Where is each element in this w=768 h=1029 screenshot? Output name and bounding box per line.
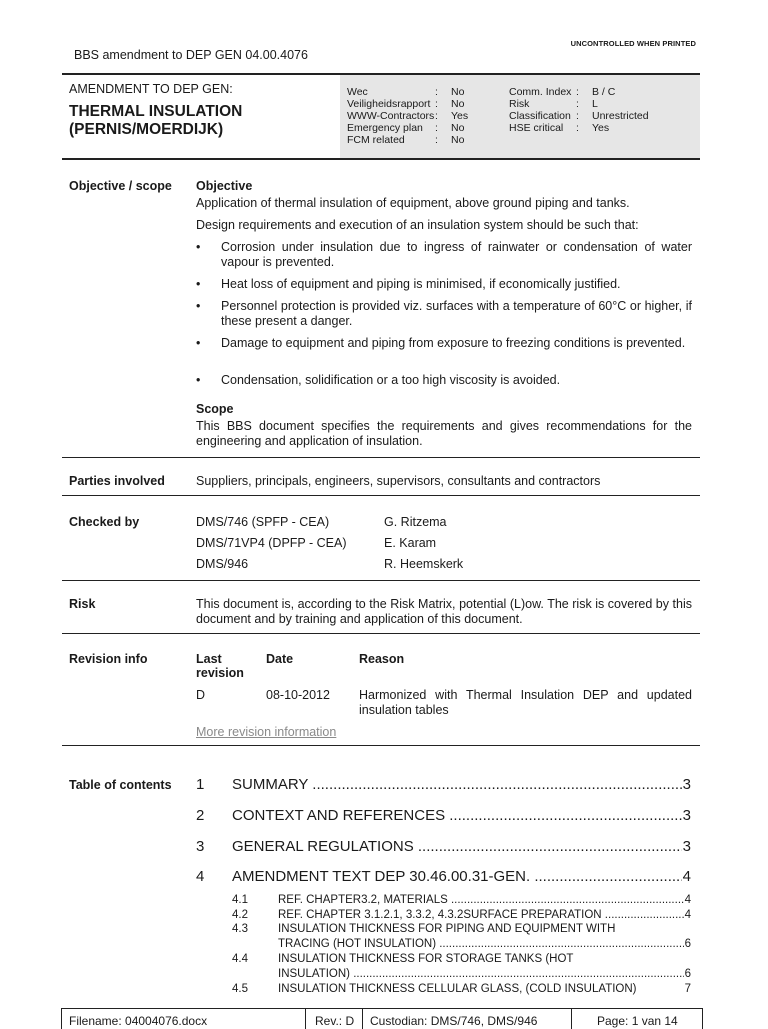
metadata-colon: : bbox=[435, 134, 438, 146]
footer-custodian: Custodian: DMS/746, DMS/946 bbox=[370, 1014, 538, 1028]
toc-subentry-page: 4 bbox=[684, 894, 691, 906]
metadata-right bbox=[509, 86, 649, 134]
toc-subentry-page: 4 bbox=[684, 909, 691, 921]
metadata-value: Unrestricted bbox=[592, 110, 649, 122]
risk-label: Risk bbox=[69, 597, 96, 611]
objective-scope-label: Objective / scope bbox=[69, 179, 172, 193]
toc-subentry-title: REF. CHAPTER3.2, MATERIALS ..... bbox=[278, 893, 691, 908]
toc-entry-title: SUMMARY ..... bbox=[232, 776, 691, 793]
bullet-glyph: • bbox=[196, 299, 201, 313]
footer-divider bbox=[362, 1009, 363, 1029]
metadata-key: Veiligheidsrapport bbox=[347, 98, 431, 110]
toc-subentry-title-cont: TRACING (HOT INSULATION) ..... bbox=[278, 937, 691, 952]
toc-entry-page: 3 bbox=[682, 838, 691, 855]
uncontrolled-notice: UNCONTROLLED WHEN PRINTED bbox=[570, 39, 696, 48]
metadata-row bbox=[347, 98, 468, 110]
checker-name: E. Karam bbox=[384, 536, 437, 550]
metadata-key: Emergency plan bbox=[347, 122, 423, 134]
metadata-value: No bbox=[451, 134, 465, 146]
bullet-text: Condensation, solidification or a too high viscosity is avoided. bbox=[221, 373, 561, 387]
metadata-value: B / C bbox=[592, 86, 616, 98]
toc-entry-title: GENERAL REGULATIONS ..... bbox=[232, 838, 691, 855]
section-divider bbox=[62, 580, 700, 581]
revision-info-label: Revision info bbox=[69, 652, 148, 666]
toc-subentry[interactable] bbox=[232, 922, 691, 952]
toc-subentry-title: INSULATION THICKNESS FOR STORAGE TANKS (HOT bbox=[278, 953, 574, 965]
metadata-colon: : bbox=[435, 122, 438, 134]
toc-entry[interactable] bbox=[196, 776, 691, 796]
toc-subentry-title: INSULATION THICKNESS FOR PIPING AND EQUIPMENT WITH bbox=[278, 923, 616, 935]
metadata-row bbox=[347, 110, 468, 122]
toc-subentry-number: 4.2 bbox=[232, 909, 248, 921]
revision-col-reason: Reason bbox=[359, 652, 405, 666]
toc-label: Table of contents bbox=[69, 778, 172, 792]
checker-code: DMS/746 (SPFP - CEA) bbox=[196, 515, 330, 529]
objective-heading: Objective bbox=[196, 179, 253, 193]
metadata-colon: : bbox=[576, 86, 579, 98]
revision-last-value: D bbox=[196, 688, 206, 702]
parties-label: Parties involved bbox=[69, 474, 165, 488]
metadata-key: Classification bbox=[509, 110, 571, 122]
footer-divider bbox=[571, 1009, 572, 1029]
footer-revision: Rev.: D bbox=[315, 1014, 355, 1028]
toc-entry-number: 1 bbox=[196, 776, 205, 793]
toc-entry-page: 4 bbox=[682, 868, 691, 885]
bullet-glyph: • bbox=[196, 240, 201, 254]
toc-entry-number: 2 bbox=[196, 807, 205, 824]
metadata-key: Risk bbox=[509, 98, 530, 110]
toc-entry-number: 4 bbox=[196, 868, 205, 885]
toc-entry-page: 3 bbox=[682, 776, 691, 793]
bullet-text: Heat loss of equipment and piping is minimised, if economically justified. bbox=[221, 277, 621, 291]
metadata-row bbox=[509, 86, 649, 98]
metadata-left bbox=[347, 86, 468, 146]
document-title bbox=[69, 103, 242, 139]
metadata-key: WWW-Contractors bbox=[347, 110, 435, 122]
metadata-value: No bbox=[451, 86, 465, 98]
risk-text: This document is, according to the Risk Matrix, potential (L)ow. The risk is covered by this document and by training and application of this document. bbox=[196, 597, 692, 626]
toc-entry-title: CONTEXT AND REFERENCES ..... bbox=[232, 807, 691, 824]
bullet-item bbox=[196, 240, 692, 270]
bullet-item bbox=[196, 299, 692, 329]
bullet-glyph: • bbox=[196, 373, 201, 387]
toc-subentry-title-cont: INSULATION) ..... bbox=[278, 967, 691, 982]
scope-heading: Scope bbox=[196, 402, 234, 416]
metadata-key: Wec bbox=[347, 86, 368, 98]
objective-intro-1: Application of thermal insulation of equipment, above ground piping and tanks. bbox=[196, 196, 630, 210]
metadata-colon: : bbox=[435, 98, 438, 110]
amendment-reference: BBS amendment to DEP GEN 04.00.4076 bbox=[74, 48, 308, 62]
bullet-glyph: • bbox=[196, 336, 201, 350]
metadata-value: L bbox=[592, 98, 598, 110]
checker-code: DMS/946 bbox=[196, 557, 249, 571]
toc-subentry-title: REF. CHAPTER 3.1.2.1, 3.3.2, 4.3.2SURFACE PREPARATION ..... bbox=[278, 908, 691, 923]
bullet-item bbox=[196, 336, 692, 366]
bullet-text: Personnel protection is provided viz. surfaces with a temperature of 60°C or higher, if these present a danger. bbox=[221, 299, 692, 328]
bullet-text: Corrosion under insulation due to ingress of rainwater or condensation of water vapour is prevented. bbox=[221, 240, 692, 269]
bullet-text: Damage to equipment and piping from exposure to freezing conditions is prevented. bbox=[221, 336, 686, 350]
parties-text: Suppliers, principals, engineers, supervisors, consultants and contractors bbox=[196, 474, 601, 488]
toc-subentry[interactable] bbox=[232, 982, 691, 997]
amendment-subtitle: AMENDMENT TO DEP GEN: bbox=[69, 82, 233, 96]
toc-subentry-number: 4.3 bbox=[232, 923, 248, 935]
revision-col-last: Last revision bbox=[196, 652, 244, 680]
toc-entry-page: 3 bbox=[682, 807, 691, 824]
metadata-key: Comm. Index bbox=[509, 86, 572, 98]
toc-subentry[interactable] bbox=[232, 908, 691, 923]
metadata-value: No bbox=[451, 98, 465, 110]
toc-subentry-number: 4.1 bbox=[232, 894, 248, 906]
metadata-key: HSE critical bbox=[509, 122, 564, 134]
toc-entry[interactable] bbox=[196, 868, 691, 888]
metadata-value: Yes bbox=[592, 122, 610, 134]
footer-filename: Filename: 04004076.docx bbox=[69, 1014, 208, 1028]
more-revision-link[interactable]: More revision information bbox=[196, 725, 337, 739]
section-divider bbox=[62, 495, 700, 496]
toc-subentry-page: 6 bbox=[684, 968, 691, 980]
revision-col-date: Date bbox=[266, 652, 294, 666]
page-footer bbox=[61, 1008, 703, 1029]
revision-reason-value: Harmonized with Thermal Insulation DEP and updated insulation tables bbox=[359, 688, 692, 717]
objective-intro-2: Design requirements and execution of an insulation system should be such that: bbox=[196, 218, 639, 232]
metadata-key: FCM related bbox=[347, 134, 405, 146]
toc-subentry[interactable] bbox=[232, 952, 691, 982]
metadata-value: No bbox=[451, 122, 465, 134]
toc-subentry-page: 7 bbox=[684, 983, 691, 995]
revision-date-value: 08-10-2012 bbox=[266, 688, 330, 702]
toc-subentry-title: INSULATION THICKNESS CELLULAR GLASS, (COLD INSULATION) bbox=[278, 983, 637, 995]
toc-subentry-page: 6 bbox=[684, 938, 691, 950]
bullet-glyph: • bbox=[196, 277, 201, 291]
section-divider bbox=[62, 633, 700, 634]
checker-name: G. Ritzema bbox=[384, 515, 447, 529]
metadata-row bbox=[509, 98, 649, 110]
metadata-colon: : bbox=[576, 122, 579, 134]
toc-entry-title: AMENDMENT TEXT DEP 30.46.00.31-GEN. ..... bbox=[232, 868, 691, 885]
title-rule bbox=[62, 158, 700, 160]
toc-subentry[interactable] bbox=[232, 893, 691, 908]
checker-name: R. Heemskerk bbox=[384, 557, 464, 571]
checker-code: DMS/71VP4 (DPFP - CEA) bbox=[196, 536, 347, 550]
metadata-colon: : bbox=[576, 98, 579, 110]
metadata-row bbox=[347, 122, 468, 134]
section-divider bbox=[62, 457, 700, 458]
toc-subentry-number: 4.4 bbox=[232, 953, 248, 965]
checked-by-label: Checked by bbox=[69, 515, 140, 529]
title-line-2: (PERNIS/MOERDIJK) bbox=[69, 121, 224, 138]
metadata-colon: : bbox=[435, 110, 438, 122]
footer-divider bbox=[305, 1009, 306, 1029]
toc-entry[interactable] bbox=[196, 838, 691, 858]
metadata-value: Yes bbox=[451, 110, 469, 122]
toc-entry[interactable] bbox=[196, 807, 691, 827]
scope-text: This BBS document specifies the requirements and gives recommendations for the engineering and application of insulation. bbox=[196, 419, 692, 448]
toc-subentry-number: 4.5 bbox=[232, 983, 248, 995]
bullet-item bbox=[196, 277, 692, 292]
metadata-row bbox=[347, 86, 468, 98]
metadata-row bbox=[347, 134, 468, 146]
metadata-row bbox=[509, 110, 649, 122]
section-divider bbox=[62, 745, 700, 746]
metadata-row bbox=[509, 122, 649, 134]
toc-entry-number: 3 bbox=[196, 838, 205, 855]
bullet-item bbox=[196, 373, 692, 388]
metadata-colon: : bbox=[435, 86, 438, 98]
footer-page: Page: 1 van 14 bbox=[597, 1014, 678, 1028]
title-line-1: THERMAL INSULATION bbox=[69, 103, 243, 120]
metadata-colon: : bbox=[576, 110, 579, 122]
